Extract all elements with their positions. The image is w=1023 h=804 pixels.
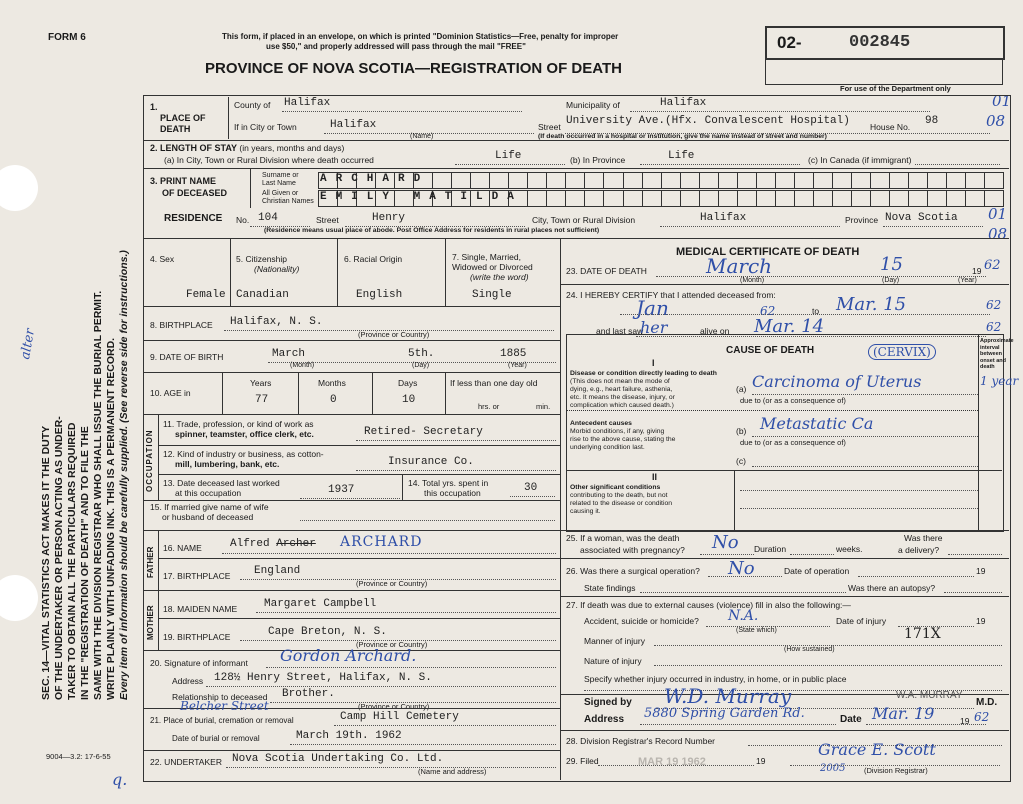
last-worked: 1937 (328, 484, 355, 496)
death-day: 15 (880, 254, 903, 275)
envelope-note: This form, if placed in an envelope, on which is printed "Dominion Statistics—Free, penalty for improper use $50," and properly addressed will pass through the mail "FREE" (222, 32, 619, 51)
department-code-1b: 08 (986, 112, 1006, 130)
stay-city: Life (495, 150, 522, 162)
given-names: EMILY MATILDA (320, 191, 523, 203)
department-code-2b: 08 (988, 225, 1008, 243)
registrar-code: 2005 (820, 763, 846, 774)
mother-birthplace: Cape Breton, N. S. (268, 626, 387, 638)
marital-status: Single (472, 289, 512, 301)
street-of-death: University Ave.(Hfx. Convalescent Hospital) (566, 115, 850, 127)
age-months: 0 (330, 394, 337, 406)
city-of-death: Halifax (330, 119, 377, 131)
filed-stamp: MAR 19 1962 (638, 756, 706, 768)
certificate-date: Mar. 19 (872, 704, 935, 723)
name-of-deceased-label: 3. PRINT NAME OF DECEASED (150, 176, 228, 198)
burial-place: Camp Hill Cemetery (340, 711, 459, 723)
house-number: 98 (925, 115, 939, 127)
attended-from-year: 62 (760, 304, 776, 318)
print-code: 9004—3.2: 17-6-55 (46, 752, 111, 761)
residence-number: 104 (258, 212, 278, 224)
residence-city: Halifax (700, 212, 747, 224)
bottom-mark: q. (112, 770, 128, 789)
dob-month: March (272, 348, 306, 360)
hospital-note: (If death occurred in a hospital or institution, give the name instead of street and number) (538, 133, 827, 140)
cervix-note: (CERVIX) (868, 344, 936, 360)
burial-place-handwritten: Belcher Street (180, 699, 269, 713)
last-saw-date: Mar. 14 (754, 316, 825, 337)
surname: ARCHARD (320, 173, 430, 185)
department-code-1: 01 (992, 92, 1012, 110)
informant-address: 128½ Henry Street, Halifax, N. S. (214, 672, 432, 684)
father-surname-handwritten: ARCHARD (340, 534, 423, 550)
cause-a: Carcinoma of Uterus (752, 372, 922, 391)
trade: Retired- Secretary (364, 426, 483, 438)
department-use-box (765, 58, 1003, 85)
attended-to: Mar. 15 (836, 294, 907, 315)
instructions-margin: SEC. 14—VITAL STATISTICS ACT MAKES IT THE DUTY OF THE UNDERTAKER OR PERSON ACTING AS UNDER- TAKER TO OBTAIN ALL THE PARTICULARS REQUIRED IN THE "REGISTRATION OF DEATH" AND TO FILE THE SAME WITH THE DIVISION REGISTRAR WHO SHALL ISSUE THE BURIAL PERMIT. WRITE PLAINLY WITH UNFADING INK. THIS IS A PERMANENT RECORD. Every item of information should be carefully supplied. (See reverse side for instructions.) (40, 250, 130, 700)
relationship: Brother. (282, 688, 335, 700)
citizenship: Canadian (236, 289, 289, 301)
length-of-stay-label: 2. LENGTH OF STAY (in years, months and days) (150, 143, 345, 153)
county: Halifax (284, 97, 331, 109)
residence-note: (Residence means usual place of abode. Post Office Address for residents in rural places not sufficient) (264, 227, 600, 234)
physician-signature: W.D. Murray (664, 684, 792, 708)
mother-maiden-name: Margaret Campbell (264, 598, 377, 610)
occupation-side-label: OCCUPATION (145, 429, 154, 492)
mother-side-label: MOTHER (146, 605, 155, 640)
undertaker: Nova Scotia Undertaking Co. Ltd. (232, 753, 444, 765)
father-birthplace: England (254, 565, 301, 577)
form-number: FORM 6 (48, 32, 86, 43)
death-year: 62 (984, 258, 1001, 273)
medical-certificate-title: MEDICAL CERTIFICATE OF DEATH (676, 246, 860, 258)
attended-to-year: 62 (986, 298, 1002, 312)
registration-number: 002845 (849, 33, 911, 52)
residence-province: Nova Scotia (885, 212, 958, 224)
page-title: PROVINCE OF NOVA SCOTIA—REGISTRATION OF DEATH (205, 60, 622, 77)
industry: Insurance Co. (388, 456, 474, 468)
last-saw-who: her (640, 318, 668, 337)
department-use-label: For use of the Department only (840, 84, 951, 93)
surgery-answer: No (728, 558, 755, 579)
last-saw-year: 62 (986, 320, 1002, 334)
total-years: 30 (524, 482, 538, 494)
reference-note: 171X (904, 626, 941, 642)
informant-signature: Gordon Archard. (280, 646, 417, 665)
racial-origin: English (356, 289, 403, 301)
death-month: March (706, 254, 773, 278)
attended-from: Jan (636, 296, 669, 320)
dob-day: 5th. (408, 348, 435, 360)
accident-answer: N.A. (728, 608, 759, 624)
municipality: Halifax (660, 97, 707, 109)
age-years: 77 (255, 394, 269, 406)
stay-province: Life (668, 150, 695, 162)
punch-hole-bottom (0, 575, 38, 621)
sex: Female (186, 289, 226, 301)
residence-street: Henry (372, 212, 406, 224)
certificate-year: 62 (974, 710, 990, 724)
cause-b: Metastatic Ca (760, 414, 874, 433)
burial-date: March 19th. 1962 (296, 730, 402, 742)
father-name: Alfred Archer (230, 538, 316, 550)
registrar-signature: Grace E. Scott (818, 740, 936, 759)
margin-note: alter (18, 327, 39, 361)
dob-year: 1885 (500, 348, 527, 360)
physician-name-stamp: W.A. MURRAY (896, 690, 963, 701)
place-of-death-label: 1. PLACE OF DEATH (150, 102, 206, 134)
punch-hole-top (0, 165, 38, 211)
age-days: 10 (402, 394, 416, 406)
birthplace: Halifax, N. S. (230, 316, 323, 328)
registration-number-box: 02- 002845 (765, 26, 1005, 60)
department-code-2: 01 (988, 205, 1008, 223)
physician-address: 5880 Spring Garden Rd. (644, 706, 805, 721)
interval-a: 1 year (980, 374, 1019, 388)
father-side-label: FATHER (146, 546, 155, 578)
pregnancy-answer: No (712, 532, 739, 553)
